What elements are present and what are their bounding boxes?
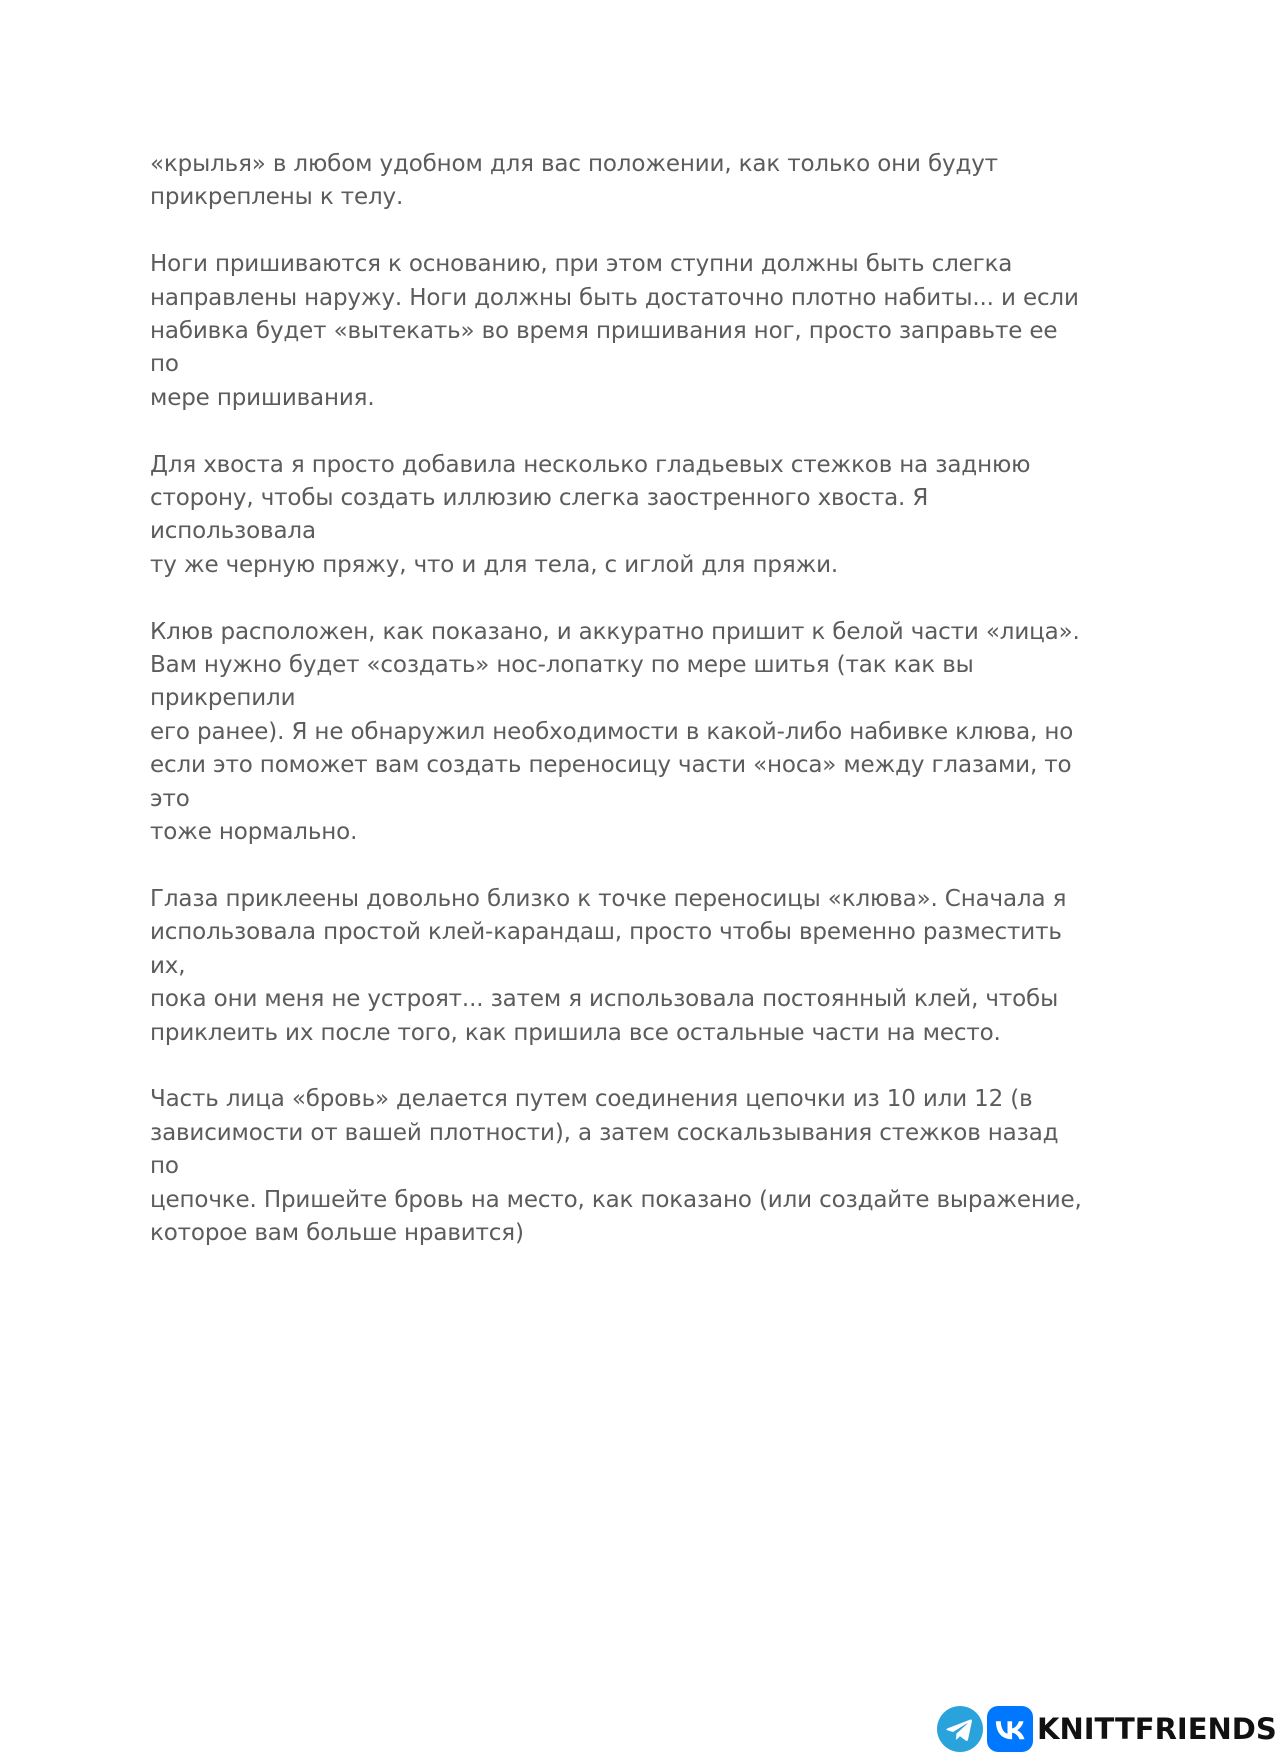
paragraph-beak: Клюв расположен, как показано, и аккуратно пришит к белой части «лица». Вам нужно будет «создать» нос-лопатку по мере шитья (так как вы прикрепили его ранее). Я не обнаружил необходимости в какой-либо набивке клюва, но если это поможет вам создать переносицу части «носа» между глазами, то это тоже нормально.	[150, 618, 1080, 846]
paragraph-eyes: Глаза приклеены довольно близко к точке переносицы «клюва». Сначала я использовала простой клей-карандаш, просто чтобы временно разместить их, пока они меня не устроят... затем я использовала постоянный клей, чтобы приклеить их после того, как пришила все остальные части на место.	[150, 885, 1067, 1046]
paragraph-legs: Ноги пришиваются к основанию, при этом ступни должны быть слегка направлены наружу. Ноги должны быть достаточно плотно набиты... и если набивка будет «вытекать» во время пришивания ног, просто заправьте ее по мере пришивания.	[150, 251, 1079, 411]
footer-brand	[937, 1706, 1277, 1752]
paragraph-brow: Часть лица «бровь» делается путем соединения цепочки из 10 или 12 (в зависимости от вашей плотности), а затем соскальзывания стежков назад по цепочке. Пришейте бровь на место, как показано (или создайте выражение, которое вам больше нравится)	[150, 1086, 1082, 1246]
brand-name: KNITTFRIENDS	[1037, 1712, 1277, 1746]
paragraph-wings: «крылья» в любом удобном для вас положении, как только они будут прикреплены к телу.	[150, 151, 998, 211]
paragraph-tail: Для хвоста я просто добавила несколько гладьевых стежков на заднюю сторону, чтобы создать иллюзию слегка заостренного хвоста. Я использовала ту же черную пряжу, что и для тела, с иглой для пряжи.	[150, 451, 1031, 578]
vk-icon[interactable]	[987, 1706, 1033, 1752]
telegram-icon[interactable]	[937, 1706, 983, 1752]
document-body	[150, 148, 1090, 1284]
